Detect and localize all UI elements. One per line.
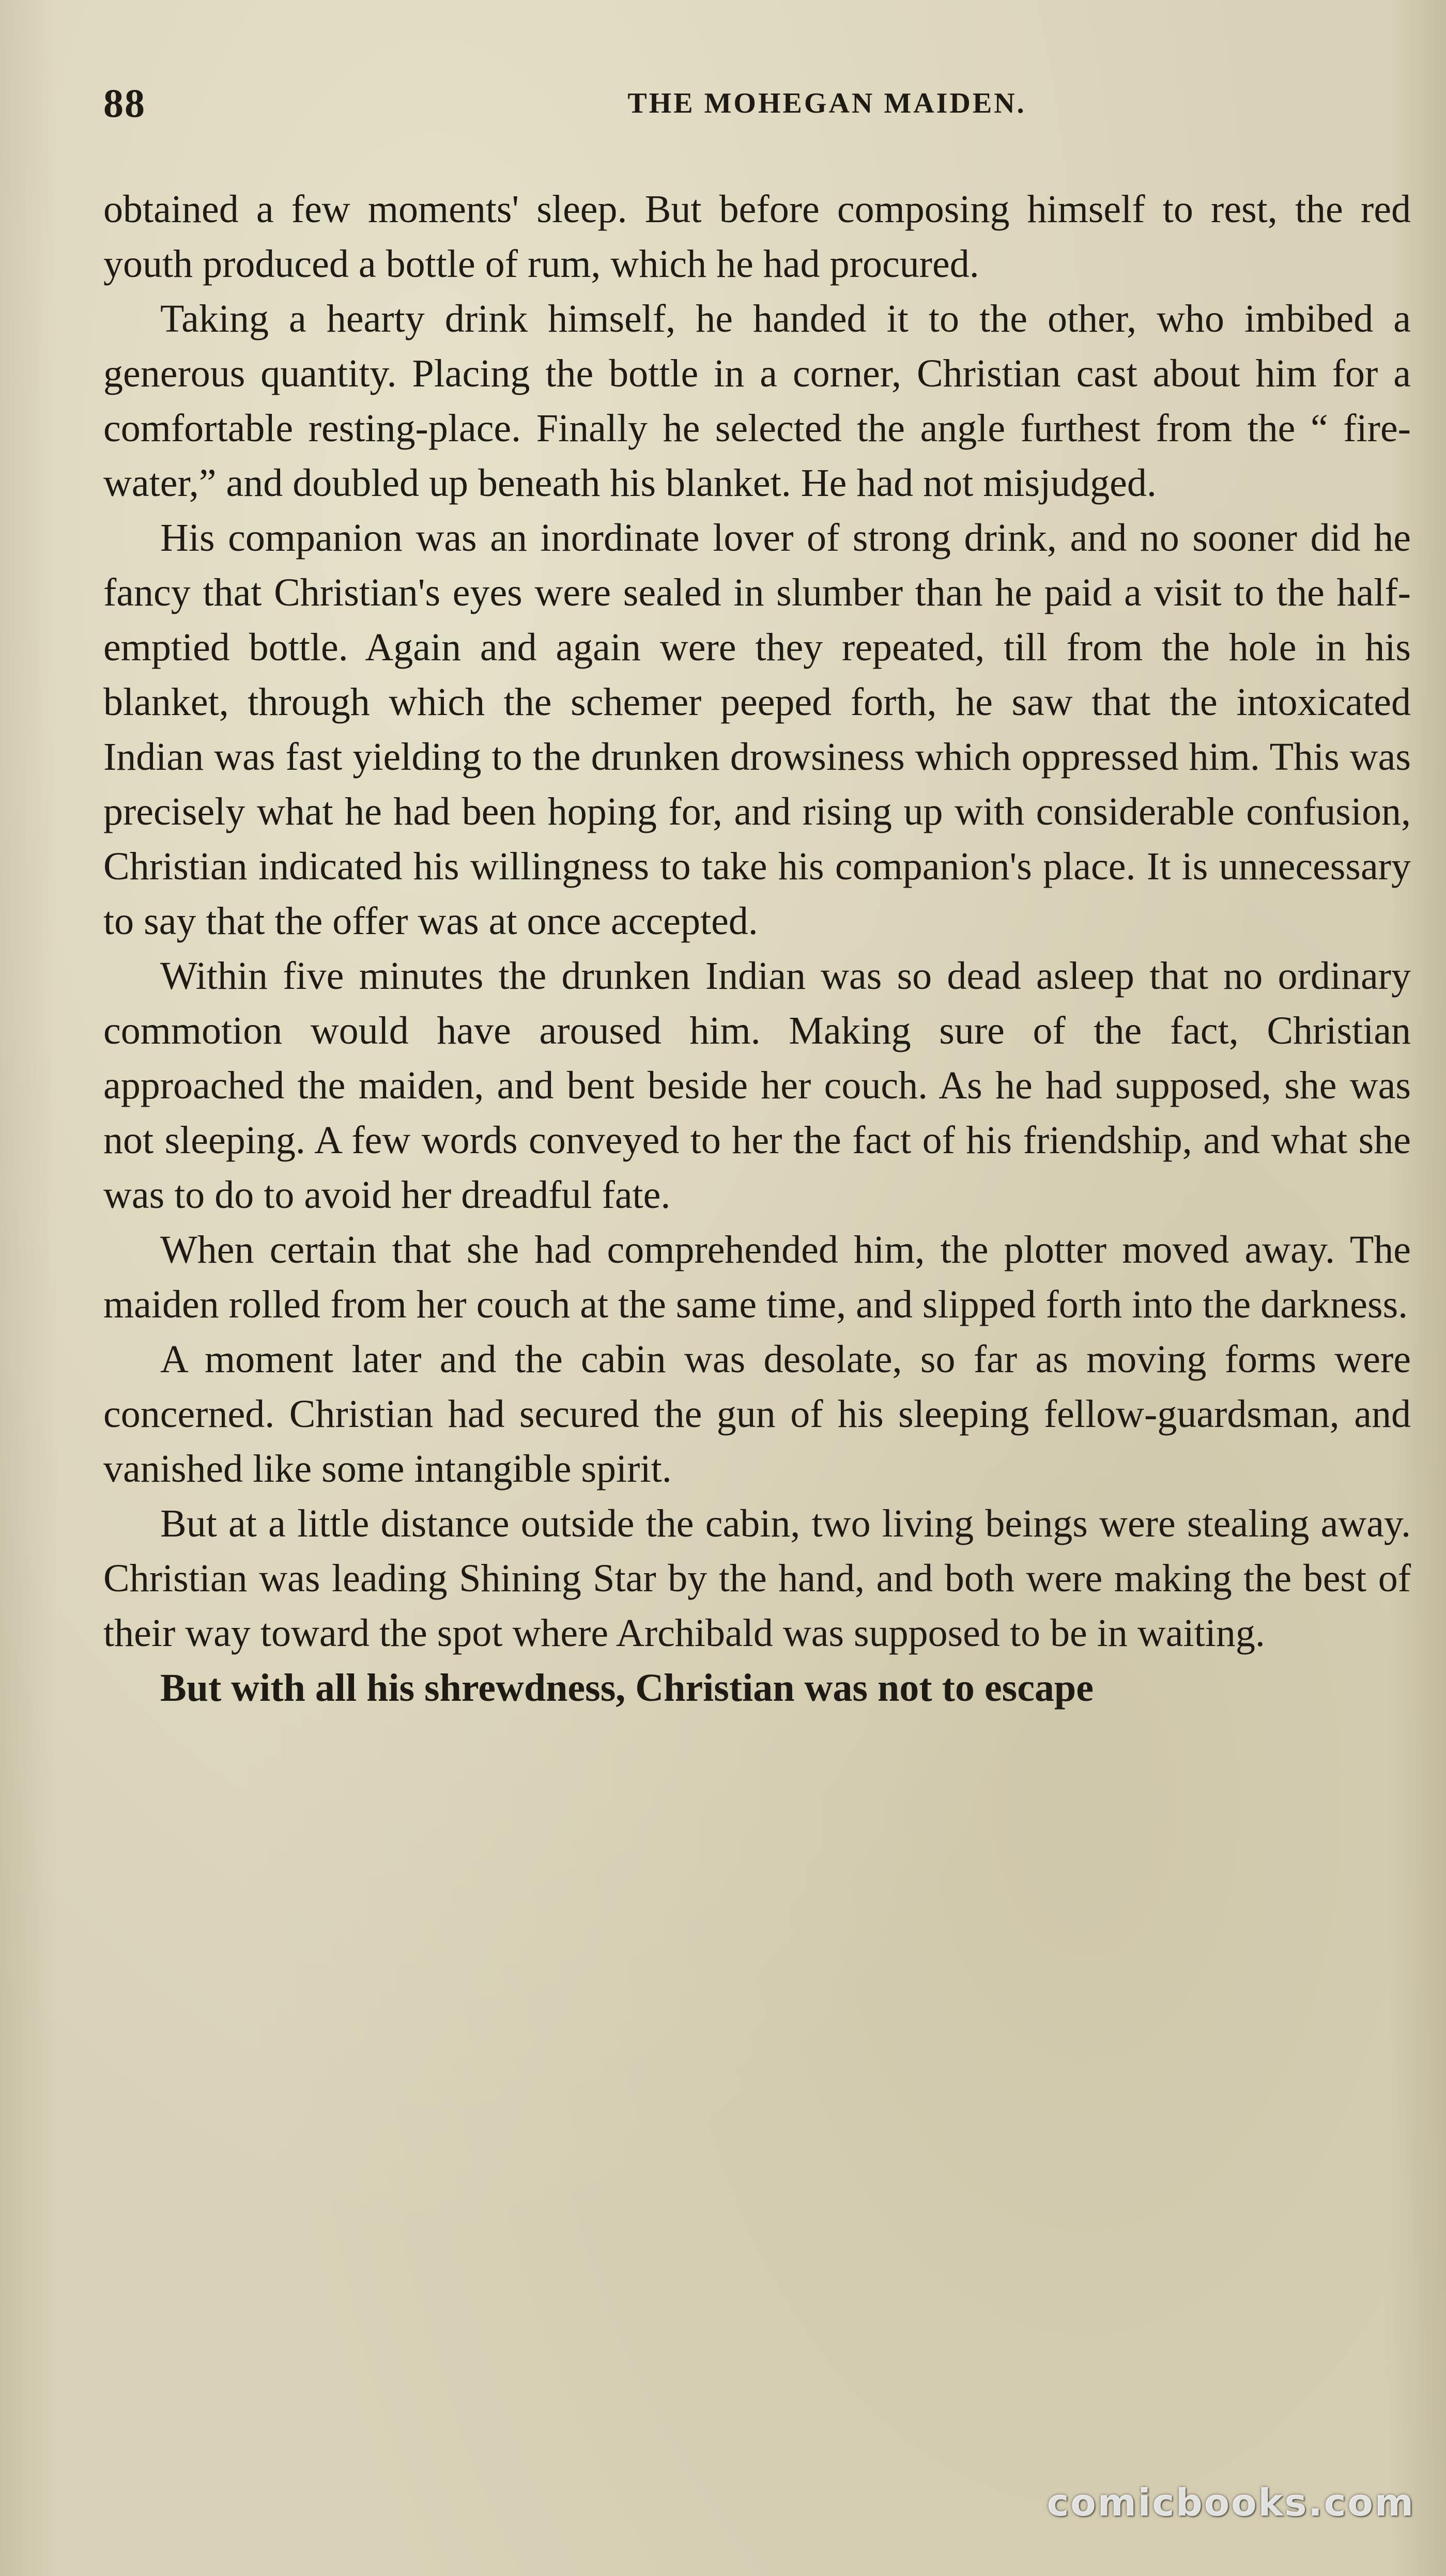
paragraph: Within five minutes the drunken Indian was so dead asleep that no ordinary commotion would have aroused him. Making sure of the fact, Christian approached the maiden, and bent beside her couch. As he had supposed, she was not sleeping. A few words conveyed to her the fact of his friendship, and what she was to do to avoid her dreadful fate. — [103, 954, 1411, 1217]
page-number: 88 — [103, 81, 146, 126]
paragraph: When certain that she had comprehended him, the plotter moved away. The maiden rolled from her couch at the same time, and slipped forth into the darkness. — [103, 1228, 1411, 1326]
paragraph: His companion was an inordinate lover of strong drink, and no sooner did he fancy that Christian's eyes were sealed in slumber than he paid a visit to the half-emptied bottle. Again and again were they repeated, till from the hole in his blanket, through which the schemer peeped forth, he saw that the intoxicated Indian was fast yielding to the drunken drowsiness which oppressed him. This was precisely what he had been hoping for, and rising up with considerable confusion, Christian indicated his willingness to take his companion's place. It is unnecessary to say that the offer was at once accepted. — [103, 516, 1411, 943]
body-text — [103, 182, 1411, 1715]
paragraph: Taking a hearty drink himself, he handed it to the other, who imbibed a generous quantity. Placing the bottle in a corner, Christian cast about him for a comfortable resting-place. Finally he selected the angle furthest from the “ fire-water,” and doubled up beneath his blanket. He had not misjudged. — [103, 297, 1411, 505]
paragraph: But with all his shrewdness, Christian was not to escape — [160, 1666, 1094, 1710]
paragraph: A moment later and the cabin was desolate, so far as moving forms were concerned. Christian had secured the gun of his sleeping fellow-guardsman, and vanished like some intangible spirit. — [103, 1338, 1411, 1491]
paragraph: But at a little distance outside the cabin, two living beings were stealing away. Christian was leading Shining Star by the hand, and both were making the best of their way toward the spot where Archibald was supposed to be in waiting. — [103, 1502, 1411, 1655]
watermark: comicbooks.com — [1047, 2481, 1415, 2524]
page-header — [103, 77, 1411, 129]
running-title: THE MOHEGAN MAIDEN. — [627, 87, 1026, 119]
paragraph: obtained a few moments' sleep. But before composing himself to rest, the red youth produced a bottle of rum, which he had procured. — [103, 188, 1411, 286]
